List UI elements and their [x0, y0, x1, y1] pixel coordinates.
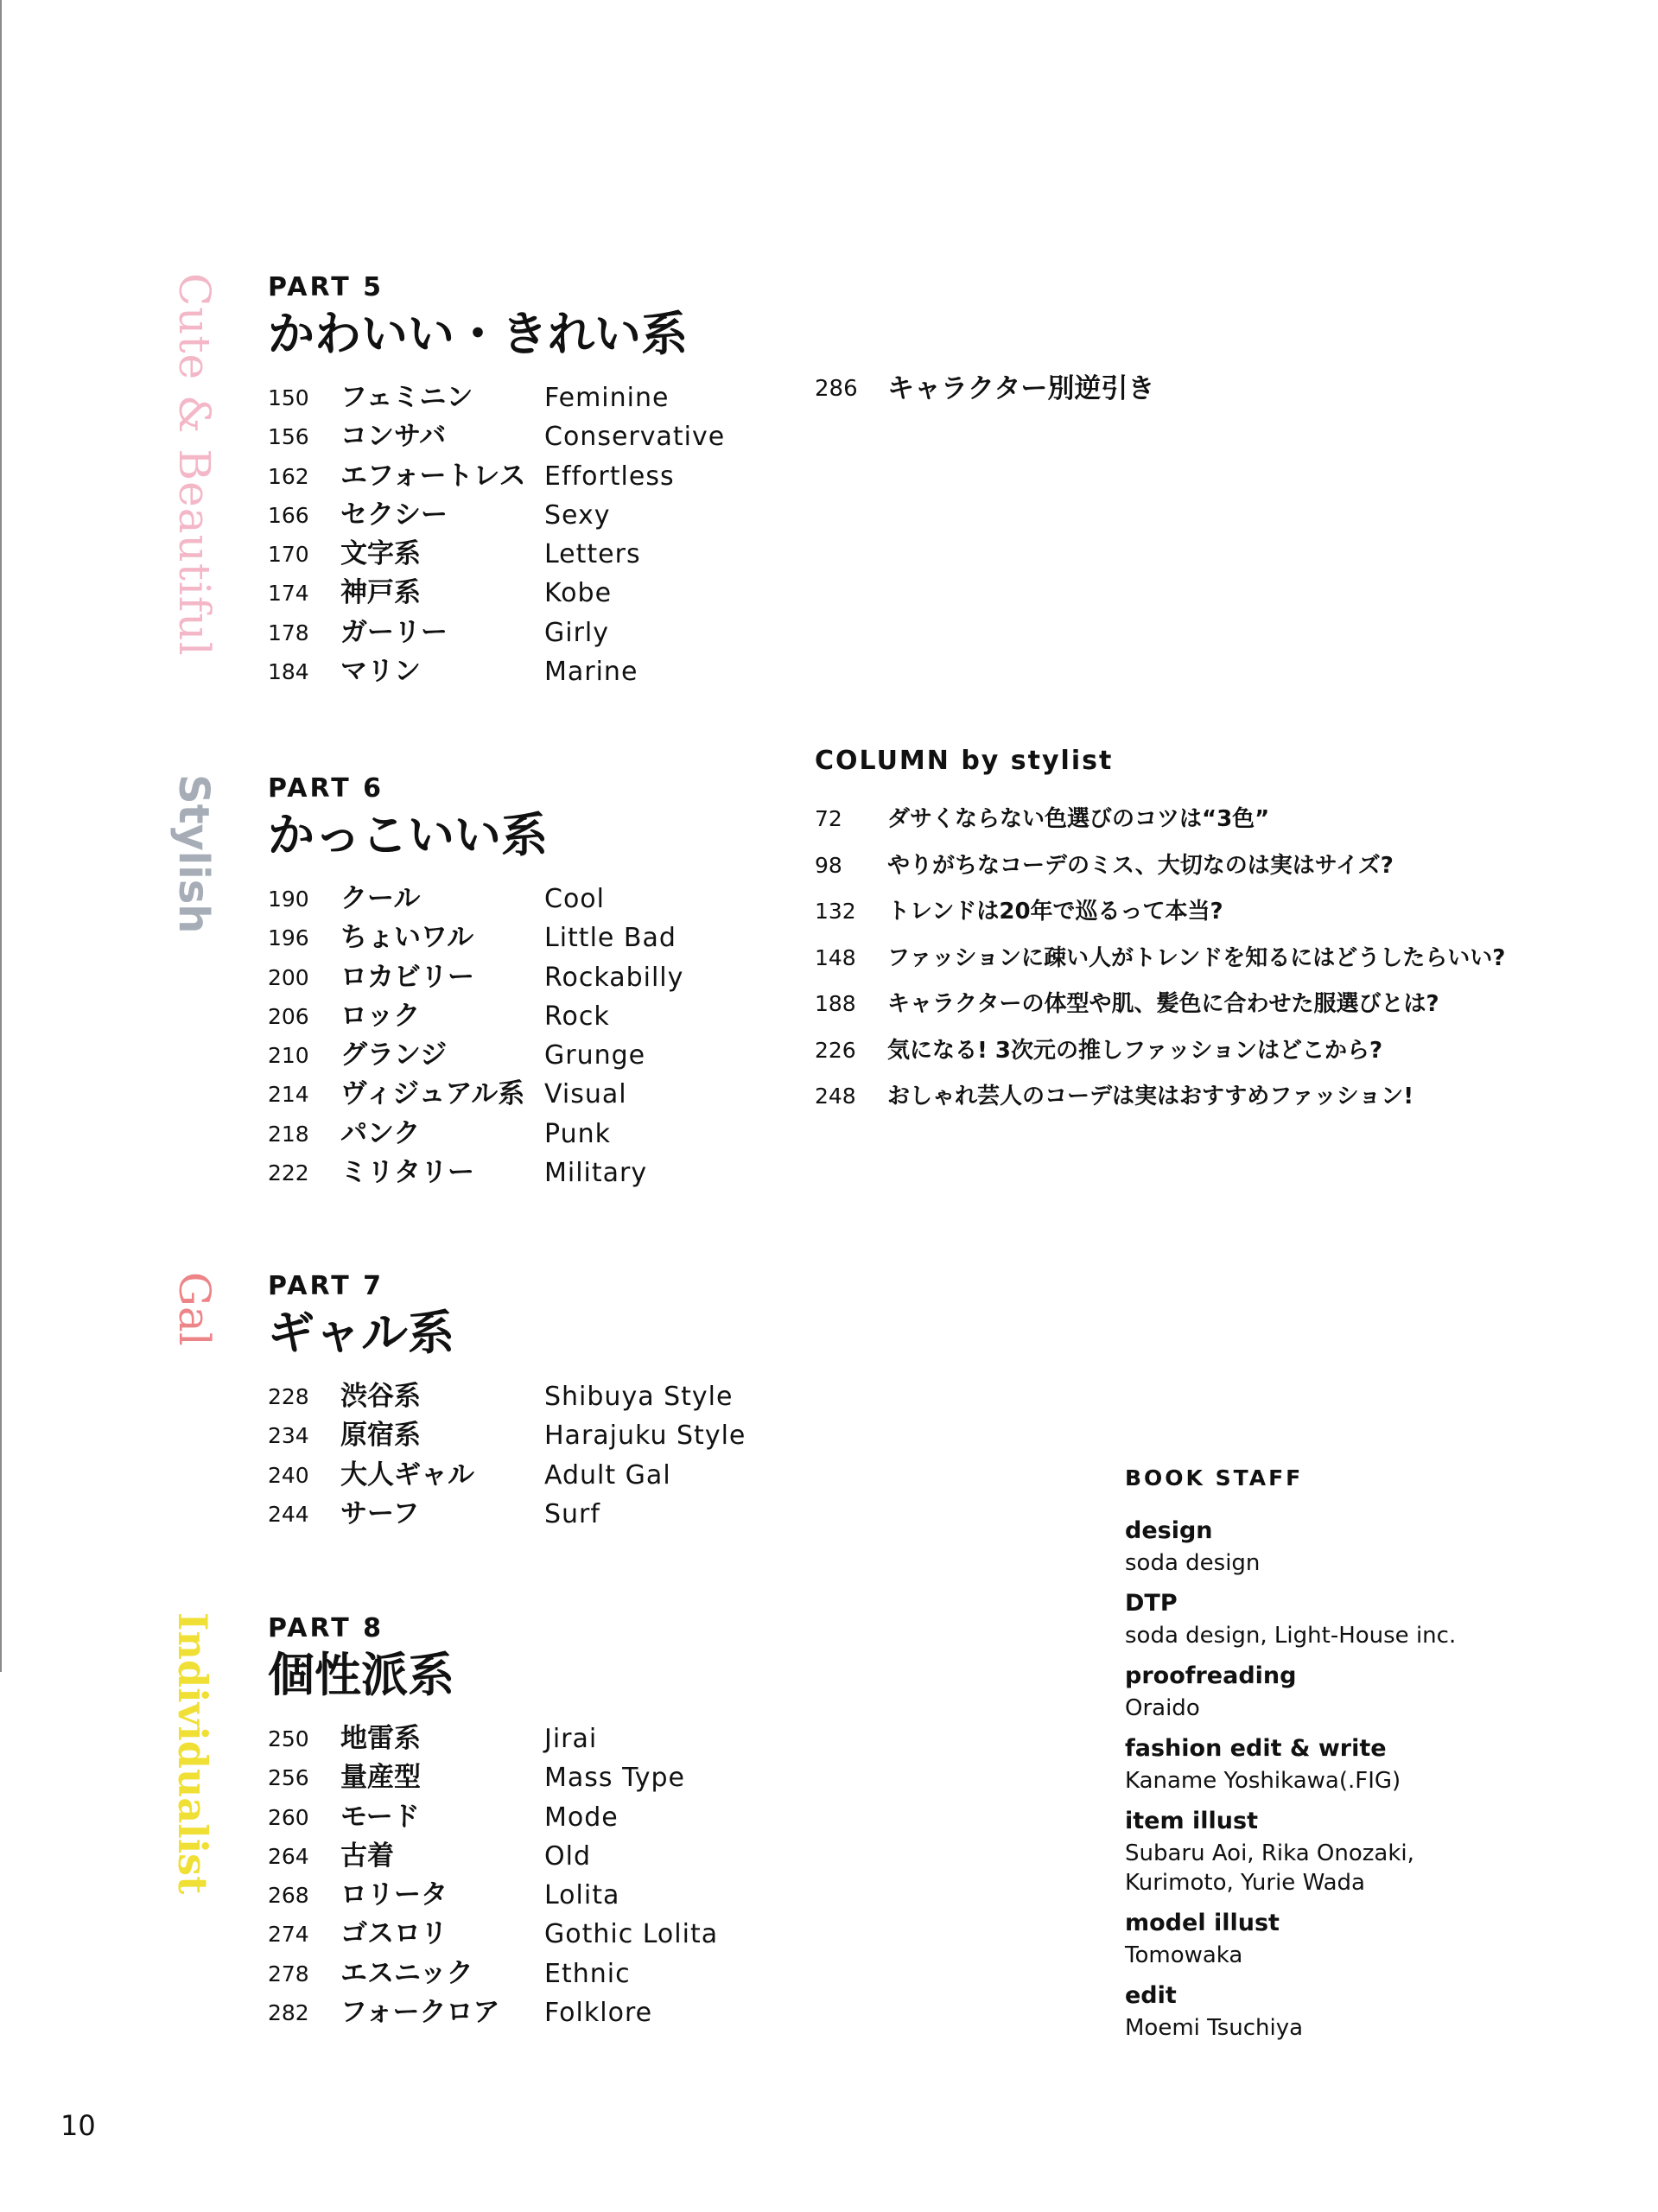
entry-title-jp: ロリータ [340, 1879, 448, 1911]
entry-page: 264 [268, 1843, 309, 1869]
entry-title-jp: 渋谷系 [340, 1381, 421, 1412]
toc-entry[interactable] [268, 958, 684, 997]
part-title: かっこいい系 [268, 808, 548, 862]
staff-names: Kaname Yoshikawa(.FIG) [1125, 1768, 1401, 1794]
entry-page: 170 [268, 542, 309, 568]
part-6-section [268, 773, 684, 1192]
column-entry[interactable] [815, 941, 1506, 988]
staff-names: Moemi Tsuchiya [1125, 2015, 1304, 2041]
toc-entry[interactable] [268, 417, 726, 456]
entry-title-jp: ロカビリー [340, 961, 474, 993]
book-staff-section [1125, 1467, 1456, 2051]
toc-entry[interactable] [268, 574, 688, 613]
toc-entry[interactable] [268, 1915, 719, 1954]
entry-title-en: Mass Type [544, 1763, 685, 1794]
part-label: PART 8 [268, 1613, 384, 1643]
entry-title-en: Ethnic [544, 1958, 631, 1989]
entry-title-jp: フォークロア [340, 1997, 500, 2029]
entry-page: 226 [815, 1037, 856, 1063]
toc-entry[interactable] [268, 880, 605, 918]
entry-title-en: Grunge [544, 1040, 646, 1071]
entry-title-jp: 地雷系 [340, 1723, 421, 1754]
entry-title-en: Girly [544, 617, 610, 648]
entry-title-en: Surf [544, 1498, 600, 1529]
entry-title-en: Adult Gal [544, 1459, 671, 1491]
column-section [815, 746, 1506, 1126]
entry-title-en: Marine [544, 657, 638, 688]
entry-title-jp: ゴスロリ [340, 1918, 448, 1950]
toc-entry[interactable] [268, 1719, 598, 1758]
entry-title-jp: コンサバ [340, 421, 447, 453]
page-number: 10 [60, 2109, 96, 2142]
entry-title-en: Old [544, 1840, 591, 1872]
entry-title-jp: ヴィジュアル系 [340, 1078, 525, 1110]
entry-title-jp: 原宿系 [340, 1420, 421, 1452]
column-heading: COLUMN by stylist [815, 746, 1114, 776]
entry-page: 256 [268, 1765, 309, 1791]
entry-page: 210 [268, 1043, 309, 1069]
entry-title-jp: クール [340, 883, 421, 914]
entry-page: 278 [268, 1961, 309, 1986]
entry-title-en: Letters [544, 539, 641, 570]
entry-title-en: Folklore [544, 1998, 653, 2029]
column-entry[interactable] [815, 987, 1439, 1033]
entry-title-en: Military [544, 1158, 648, 1189]
toc-entry[interactable] [268, 997, 610, 1036]
staff-names: Tomowaka [1125, 1942, 1243, 1968]
entry-title-en: Effortless [544, 461, 675, 492]
staff-role: fashion edit & write [1125, 1735, 1387, 1762]
toc-entry[interactable] [268, 918, 677, 957]
entry-page: 228 [268, 1384, 309, 1409]
entry-title: ダサくならない色選びのコツは“3色” [887, 806, 1270, 832]
toc-entry[interactable] [268, 613, 688, 652]
toc-entry[interactable] [268, 652, 688, 691]
toc-entry[interactable] [268, 1993, 653, 2032]
entry-title-en: Harajuku Style [544, 1421, 746, 1452]
entry-title-jp: ミリタリー [340, 1157, 474, 1189]
toc-entry[interactable] [268, 1876, 620, 1915]
entry-page: 234 [268, 1423, 309, 1449]
part-label: PART 5 [268, 272, 384, 302]
staff-names: soda design [1125, 1550, 1261, 1576]
entry-title-en: Rockabilly [544, 962, 684, 993]
toc-entry[interactable] [268, 1798, 619, 1837]
entry-title-jp: キャラクター別逆引き [887, 373, 1155, 404]
toc-entry[interactable] [268, 1758, 685, 1797]
entry-title-jp: サーフ [340, 1497, 420, 1529]
page-edge-line [0, 0, 2, 1672]
entry-title-en: Rock [544, 1001, 610, 1032]
side-label-gal: Gal [169, 1272, 219, 1346]
entry-title-en: Jirai [544, 1724, 598, 1754]
part-title: かわいい・きれい系 [268, 307, 688, 361]
entry-title-en: Cool [544, 884, 605, 914]
part-8-section [268, 1613, 719, 2032]
toc-entry[interactable] [268, 378, 688, 417]
side-label-cute-beautiful: Cute & Beautiful [169, 273, 219, 657]
entry-page: 150 [268, 385, 309, 410]
entry-page: 248 [815, 1084, 856, 1109]
entry-page: 206 [268, 1003, 309, 1029]
entry-title-jp: セクシー [340, 499, 448, 531]
entry-page: 166 [268, 502, 309, 528]
column-entry[interactable] [815, 894, 1223, 941]
entry-page: 286 [815, 376, 858, 402]
part-5-section [268, 272, 726, 691]
toc-entry[interactable] [268, 1036, 646, 1075]
entry-title-en: Punk [544, 1118, 611, 1149]
entry-title: おしゃれ芸人のコーデは実はおすすめファッション! [887, 1084, 1414, 1109]
entry-title-jp: マリン [340, 656, 421, 688]
entry-title-en: Little Bad [544, 923, 677, 954]
entry-title-jp: エスニック [340, 1957, 473, 1989]
toc-entry[interactable] [268, 1495, 600, 1534]
staff-role: design [1125, 1517, 1213, 1544]
toc-entry[interactable] [268, 496, 688, 535]
entry-page: 274 [268, 1922, 309, 1948]
entry-title-jp: パンク [340, 1117, 421, 1149]
entry-page: 98 [815, 852, 842, 878]
entry-title-jp: グランジ [340, 1039, 448, 1071]
entry-title: トレンドは20年で巡るって本当? [887, 899, 1223, 925]
entry-title-en: Mode [544, 1802, 619, 1833]
column-entry[interactable] [815, 1079, 1414, 1126]
toc-entry[interactable] [268, 1154, 648, 1192]
toc-entry[interactable] [268, 457, 688, 496]
entry-title-en: Feminine [544, 383, 670, 413]
entry-page: 190 [268, 887, 309, 912]
entry-page: 148 [815, 944, 856, 970]
toc-entry[interactable] [268, 1416, 746, 1455]
staff-role: DTP [1125, 1590, 1178, 1617]
entry-page: 218 [268, 1121, 309, 1147]
entry-title-jp: ロック [340, 1000, 421, 1032]
entry-title-en: Lolita [544, 1880, 620, 1911]
staff-role: item illust [1125, 1808, 1258, 1834]
entry-title-jp: ガーリー [340, 616, 448, 648]
staff-role: edit [1125, 1982, 1177, 2009]
toc-entry[interactable] [268, 1377, 734, 1416]
toc-entry[interactable] [268, 535, 688, 574]
entry-page: 132 [815, 899, 856, 924]
entry-page: 222 [268, 1160, 309, 1186]
part-7-section [268, 1271, 746, 1534]
entry-title-jp: フェミニン [340, 382, 473, 413]
toc-entry[interactable] [268, 1456, 671, 1495]
entry-title-en: Shibuya Style [544, 1382, 734, 1412]
part-title: 個性派系 [268, 1648, 454, 1702]
entry-title-jp: モード [340, 1801, 420, 1833]
entry-title-jp: ちょいワル [340, 922, 474, 954]
entry-title-jp: 神戸系 [340, 577, 421, 609]
entry-page: 200 [268, 964, 309, 990]
part-label: PART 7 [268, 1271, 384, 1301]
entry-page: 250 [268, 1726, 309, 1751]
entry-title-jp: 量産型 [340, 1762, 421, 1794]
entry-page: 188 [815, 991, 856, 1016]
entry-page: 174 [268, 581, 309, 607]
entry-page: 156 [268, 424, 309, 450]
staff-names: soda design, Light-House inc. [1125, 1623, 1457, 1649]
entry-title-en: Gothic Lolita [544, 1919, 719, 1950]
entry-page: 72 [815, 806, 842, 831]
part-label: PART 6 [268, 773, 384, 804]
entry-title-jp: 古着 [340, 1840, 394, 1872]
column-entry[interactable] [815, 1033, 1383, 1080]
entry-page: 282 [268, 2000, 309, 2026]
entry-page: 268 [268, 1883, 309, 1909]
toc-entry[interactable] [268, 1075, 627, 1114]
entry-page: 244 [268, 1501, 309, 1527]
entry-title-en: Visual [544, 1079, 627, 1110]
staff-names: Subaru Aoi, Rika Onozaki, Kurimoto, Yurie Wada [1125, 1840, 1414, 1896]
entry-page: 162 [268, 463, 309, 489]
entry-title-jp: 大人ギャル [340, 1459, 474, 1491]
part-title: ギャル系 [268, 1306, 454, 1360]
entry-page: 178 [268, 620, 309, 645]
entry-title-jp: 文字系 [340, 538, 421, 570]
entry-page: 240 [268, 1462, 309, 1488]
entry-title-en: Kobe [544, 578, 613, 609]
entry-title: やりがちなコーデのミス、大切なのは実はサイズ? [887, 852, 1394, 879]
staff-role: model illust [1125, 1910, 1280, 1936]
column-entry[interactable] [815, 849, 1394, 895]
side-label-individualist: Individualist [169, 1612, 216, 1895]
toc-entry[interactable] [268, 1837, 591, 1876]
entry-title: 気になる! 3次元の推しファッションはどこから? [887, 1037, 1383, 1064]
entry-page: 214 [268, 1082, 309, 1108]
entry-page: 196 [268, 925, 309, 951]
side-label-stylish: Stylish [169, 774, 218, 934]
staff-role: proofreading [1125, 1662, 1297, 1689]
column-entry[interactable] [815, 802, 1270, 849]
toc-entry[interactable] [268, 1955, 631, 1993]
toc-entry[interactable] [268, 1115, 611, 1154]
entry-title-en: Sexy [544, 499, 611, 531]
staff-names: Oraido [1125, 1695, 1200, 1721]
entry-title: ファッションに疎い人がトレンドを知るにはどうしたらいい? [887, 944, 1506, 971]
entry-title: キャラクターの体型や肌、髪色に合わせた服選びとは? [887, 991, 1439, 1017]
staff-heading: BOOK STAFF [1125, 1465, 1304, 1491]
entry-title-jp: エフォートレス [340, 460, 526, 492]
entry-page: 184 [268, 659, 309, 685]
entry-title-en: Conservative [544, 422, 726, 453]
entry-page: 260 [268, 1804, 309, 1830]
